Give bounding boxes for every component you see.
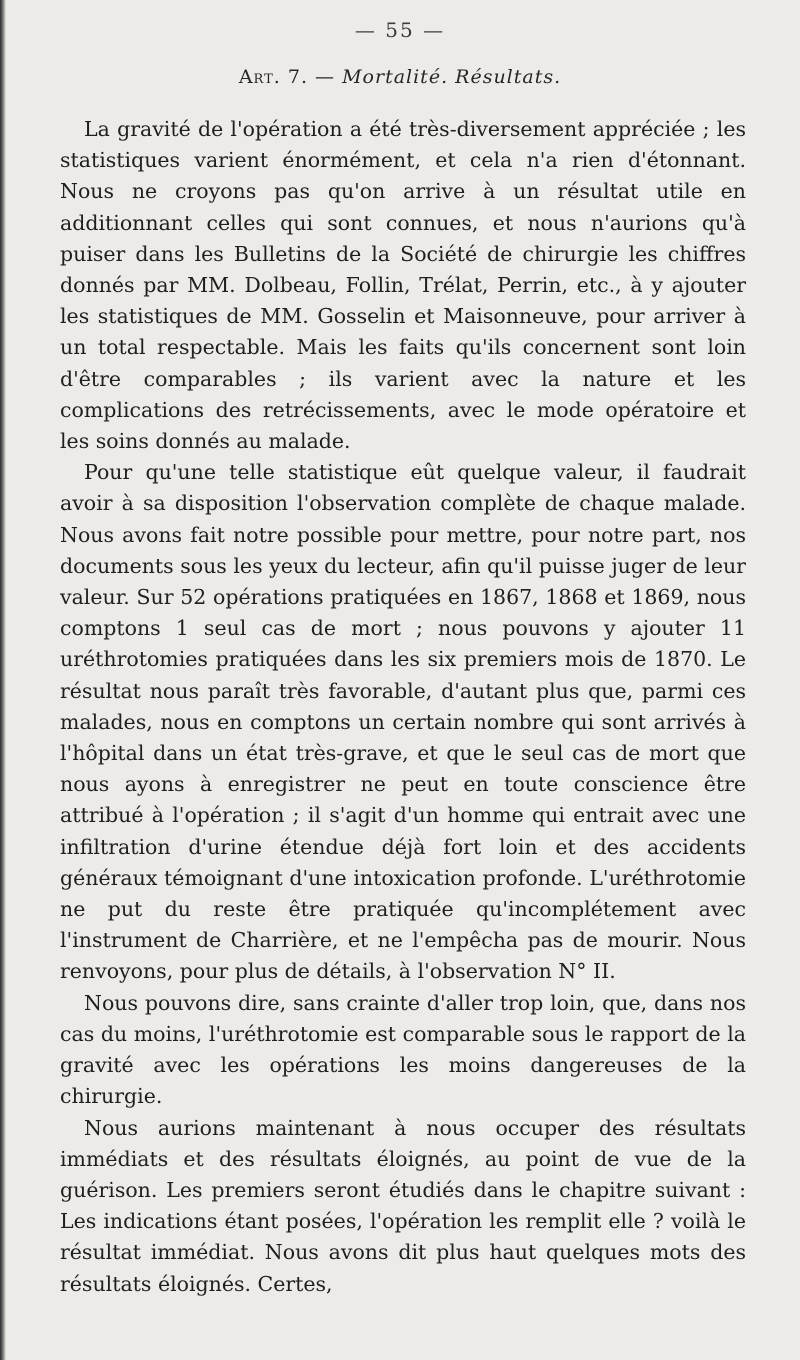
paragraph: Nous aurions maintenant à nous occuper des résultats immédiats et des résultats éloignés, au point de vue de la guérison. Les premiers seront étudiés dans le chapitre suivant : Les indications étant posées, l'opération les remplit elle ? voilà le résultat immédiat. Nous avons dit plus haut quelques mots des résultats éloignés. Certes, (60, 1115, 746, 1296)
body-text (60, 114, 746, 1300)
paragraph: Pour qu'une telle statistique eût quelque valeur, il faudrait avoir à sa disposition l'observation complète de chaque malade. Nous avons fait notre possible pour mettre, pour notre part, nos documents sous les yeux du lecteur, afin qu'il puisse juger de leur valeur. Sur 52 opérations pratiquées en 1867, 1868 et 1869, nous comptons 1 seul cas de mort ; nous pouvons y ajouter 11 uréthrotomies pratiquées dans les six premiers mois de 1870. Le résultat nous paraît très favorable, d'autant plus que, parmi ces malades, nous en comptons un certain nombre qui sont arrivés à l'hôpital dans un état très-grave, et que le seul cas de mort que nous ayons à enregistrer ne peut en toute conscience être attribué à l'opération ; il s'agit d'un homme qui entrait avec une infiltration d'urine étendue déjà fort loin et des accidents généraux témoignant d'une intoxication profonde. L'uréthrotomie ne put du reste être pratiquée qu'incomplétement avec l'instrument de Charrière, et ne l'empêcha pas de mourir. Nous renvoyons, pour plus de détails, à l'observation N° II. (60, 460, 746, 984)
page-number: — 55 — (354, 18, 446, 42)
article-label: Art. 7. (238, 66, 308, 88)
page-binding-edge (0, 0, 6, 1360)
running-head (0, 66, 800, 88)
header-separator: — (308, 66, 343, 88)
section-title: Mortalité. Résultats. (342, 66, 562, 88)
paragraph: La gravité de l'opération a été très-diversement appréciée ; les statistiques varient énormément, et cela n'a rien d'étonnant. Nous ne croyons pas qu'on arrive à un résultat utile en additionnant celles qui sont connues, et nous n'aurions qu'à puiser dans les Bulletins de la Société de chirurgie les chiffres donnés par MM. Dolbeau, Follin, Trélat, Perrin, etc., à y ajouter les statistiques de MM. Gosselin et Maisonneuve, pour arriver à un total respectable. Mais les faits qu'ils concernent sont loin d'être comparables ; ils varient avec la nature et les complications des retrécissements, avec le mode opératoire et les soins donnés au malade. (60, 117, 746, 454)
paragraph: Nous pouvons dire, sans crainte d'aller trop loin, que, dans nos cas du moins, l'uréthrotomie est comparable sous le rapport de la gravité avec les opérations les moins dangereuses de la chirurgie. (60, 990, 746, 1109)
